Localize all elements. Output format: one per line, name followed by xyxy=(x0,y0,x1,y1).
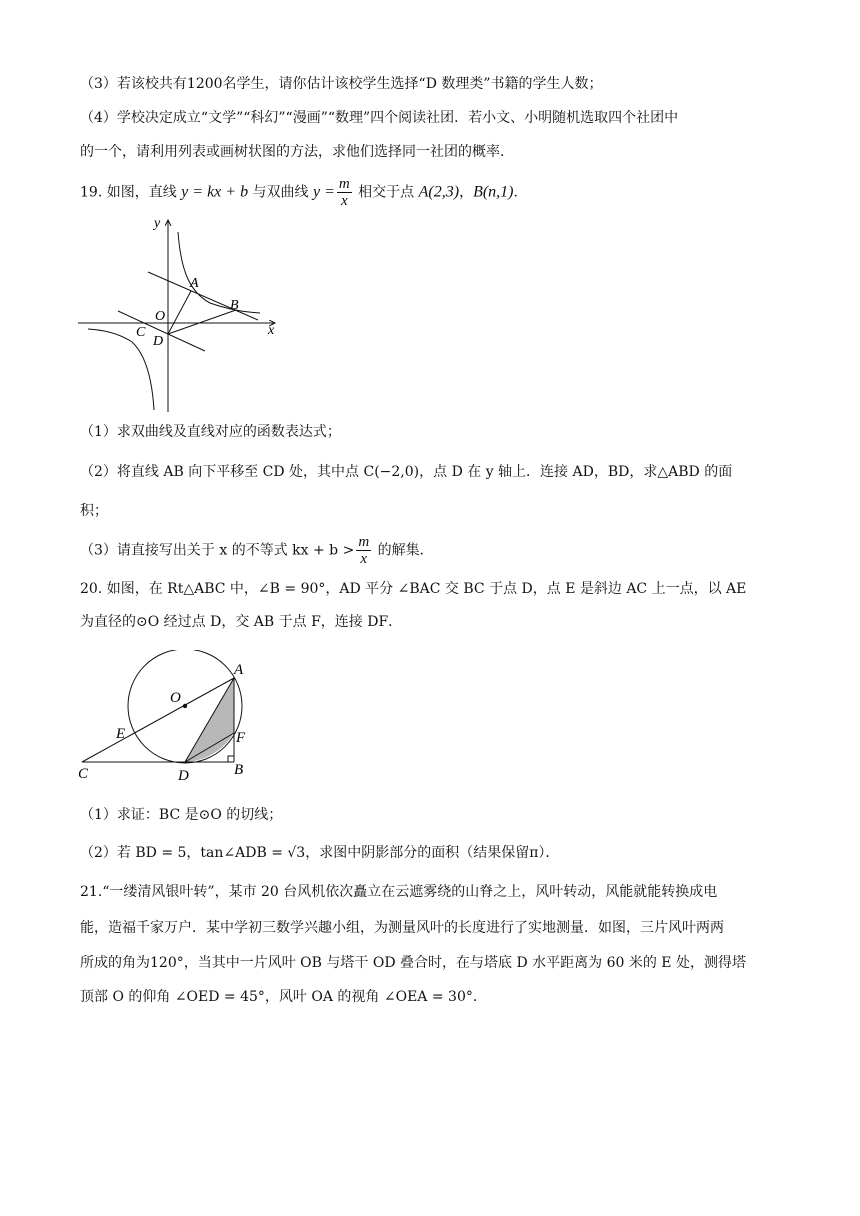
label-o: O xyxy=(155,309,166,324)
q20-stem-line1: 20. 如图，在 Rt△ABC 中，∠B = 90°，AD 平分 ∠BAC 交 BC 于点 D，点 E 是斜边 AC 上一点，以 AE xyxy=(80,581,747,597)
q20-part2: （2）若 BD = 5，tan∠ADB = √3，求图中阴影部分的面积（结果保留π）． xyxy=(80,845,560,861)
label-a: A xyxy=(190,276,199,291)
q21-line2: 能，造福千家万户．某中学初三数学兴趣小组，为测量风叶的长度进行了实地测量．如图，三片风叶两两 xyxy=(80,920,724,936)
q19-stem-b: 与双曲线 xyxy=(248,184,313,201)
q19-figure xyxy=(70,212,290,417)
q18-part4-line2: 的一个，请利用列表或画树状图的方法，求他们选择同一社团的概率． xyxy=(80,144,514,160)
q19-point-a: A(2,3) xyxy=(418,183,460,201)
label-d: D xyxy=(153,334,164,349)
q19-comma: ， xyxy=(459,184,474,201)
label-y: y xyxy=(154,216,161,231)
label-a: A xyxy=(234,662,244,678)
q19-stem-c: 相交于点 xyxy=(353,184,419,201)
q19-stem-a: 19. 如图，直线 xyxy=(80,184,182,201)
label-c: C xyxy=(78,766,89,782)
q20-part1: （1）求证：BC 是⊙O 的切线； xyxy=(80,807,283,823)
q19-part3-a: （3）请直接写出关于 x 的不等式 kx + b > xyxy=(80,542,355,559)
q19-part1: （1）求双曲线及直线对应的函数表达式； xyxy=(80,424,341,440)
q19-part3 xyxy=(80,534,800,570)
q21-line4: 顶部 O 的仰角 ∠OED = 45°，风叶 OA 的视角 ∠OEA = 30°． xyxy=(80,989,487,1005)
q20-figure xyxy=(70,650,270,785)
q19-part2-line2: 积； xyxy=(80,503,108,519)
q18-part3: （3）若该校共有1200名学生，请你估计该校学生选择“D 数理类”书籍的学生人数； xyxy=(80,76,603,92)
label-x: x xyxy=(268,323,275,338)
label-c: C xyxy=(136,325,146,340)
label-b: B xyxy=(234,762,244,778)
q21-line3: 所成的角为120°，当其中一片风叶 OB 与塔干 OD 叠合时，在与塔底 D 水平距离为 60 米的 E 处，测得塔 xyxy=(80,955,746,971)
q19-line-equation: y = kx + b xyxy=(181,183,249,201)
label-e: E xyxy=(116,726,126,742)
q19-stem xyxy=(80,176,800,216)
q19-part3-fraction xyxy=(356,534,371,567)
q19-part3-b: 的解集． xyxy=(373,542,434,559)
hyperbola-branch-2 xyxy=(88,329,154,410)
q19-part3-denominator: x xyxy=(360,551,368,567)
q19-hyperbola-fraction xyxy=(337,176,352,209)
center-point-o xyxy=(183,704,187,708)
q19-frac-numerator: m xyxy=(338,176,350,192)
label-b: B xyxy=(230,298,239,313)
hyperbola-branch-1 xyxy=(178,232,260,313)
q19-part2-line1: （2）将直线 AB 向下平移至 CD 处，其中点 C(−2,0)，点 D 在 y 轴上．连接 AD，BD，求△ABD 的面 xyxy=(80,464,733,480)
q19-period: ． xyxy=(513,184,528,201)
q19-frac-denominator: x xyxy=(340,193,348,209)
q18-part4-line1: （4）学校决定成立“文学”“科幻”“漫画”“数理”四个阅读社团．若小文、小明随机选取四个社团中 xyxy=(80,110,679,126)
label-o: O xyxy=(170,690,181,706)
q21-line1: 21.“一缕清风银叶转”，某市 20 台风机依次矗立在云遮雾绕的山脊之上，风叶转动，风能就能转换成电 xyxy=(80,884,718,900)
q20-stem-line2: 为直径的⊙O 经过点 D，交 AB 于点 F，连接 DF． xyxy=(80,614,403,630)
q19-hyperbola-lhs: y = xyxy=(312,183,335,201)
label-d: D xyxy=(178,768,189,784)
segment-bd xyxy=(168,310,236,334)
label-f: F xyxy=(236,730,246,746)
q19-point-b: B(n,1) xyxy=(473,183,514,201)
q19-part3-numerator: m xyxy=(358,534,370,550)
